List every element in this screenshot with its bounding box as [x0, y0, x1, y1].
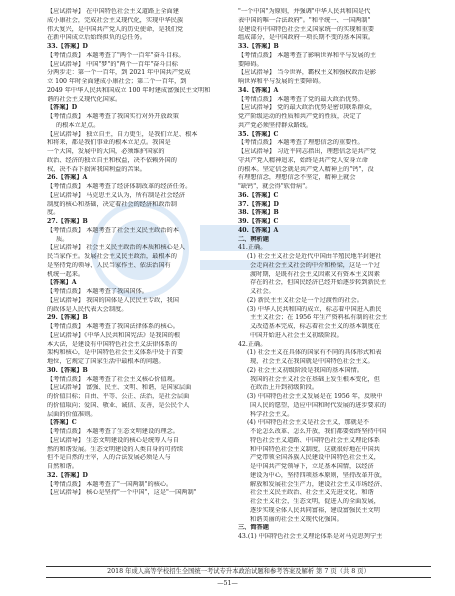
left-column [47, 8, 231, 498]
text-line: 三、简答题 [238, 524, 269, 532]
text-line: 【应试指导】 生态文明建设的核心是统筹人与自 [47, 436, 179, 444]
text-line: 38.【答案】B [238, 209, 279, 217]
text-line: 架构和核心，是中国特色社会主义体系中处于首要 [47, 349, 184, 357]
text-line: 37.【答案】D [238, 200, 279, 208]
text-line: 国人民的愿望，适应中国和时代发展的进步要求的 [250, 401, 387, 409]
text-line: 【应试指导】 核心是坚持"一个中国"，这是"一国两制" [47, 489, 197, 497]
text-line: (4) 中国特色社会主义是社会主义，那就是不 [247, 419, 370, 427]
right-column [238, 8, 428, 542]
text-line: 组成部分，是中国政府一项长期不变的基本国策。 [238, 34, 375, 42]
text-line: 33.【答案】D [47, 43, 88, 50]
text-line: 40.【答案】A [238, 226, 279, 234]
text-line: 我国的社会主义社会在基础上发生根本变化，但 [250, 375, 380, 383]
text-line: 层面的价值准则。 [47, 410, 97, 418]
text-line: 本大法，是建设有中国特色社会主义法律体系的 [47, 340, 177, 348]
text-line: 机统一起来。 [47, 270, 85, 278]
text-line: 现，社会主义在我国就是中国特色社会主义。 [250, 358, 374, 365]
text-line: 自然和谐。 [47, 463, 78, 470]
text-line: 特色社会主义道路、中国特色社会主义理论体系 [250, 436, 380, 444]
text-line: (3) 中国特色社会主义发展是在 1956 年，反映中 [247, 393, 383, 400]
text-line: 26.【答案】A [47, 174, 88, 182]
text-line: 党产阶级运动的性质和共产党的性质，决定了 [238, 113, 362, 120]
text-line: 【考情点拨】 本题考查了党的最大政治优势。 [238, 95, 364, 103]
text-line: (1) 社会主义在具体的国家有不同的具体形式和表 [247, 349, 382, 357]
text-line: 的价值取向；爱国、敬业、诚信、友善，是公民个人 [47, 401, 190, 409]
text-line: 39.【答案】C [238, 218, 279, 225]
text-line: 和中国特色社会主义制度，这就很好地在中国共 [250, 445, 380, 453]
text-line: 【考情点拨】 本题考查了经济体制改革的经济任务。 [47, 183, 192, 190]
text-line: 度。 [47, 209, 60, 217]
text-line: 【应试指导】 当今世界，霸权主义和强权政治是影 [238, 69, 377, 77]
text-line: 【考情点拨】 本题考查了"一国两制"的核心。 [47, 480, 173, 488]
text-line: 质。 [56, 235, 69, 243]
text-line: 【考情点拨】 本题考查了影响世界和平与发展的主 [238, 51, 377, 59]
text-line: "缺钙"，就会得"软骨病"。 [238, 183, 312, 190]
text-line: 【考情点拨】 本题考查了我国国体。 [47, 288, 148, 295]
text-line: 地位，它规定了国家生活中最根本的问题。 [47, 358, 165, 365]
text-line: 29.【答案】B [47, 314, 88, 322]
text-line: 产党带领全国各族人民建设中国特色社会主义， [250, 454, 380, 462]
text-line: 是建设有中国特色社会主义国家统一的实现和重要 [238, 25, 375, 33]
text-line: 权，决不吞下损害我国利益的苦果。 [47, 165, 146, 173]
text-line: 43.(1) 中国特色社会主义理论体系是对马克思列宁主 [238, 533, 383, 540]
text-line: 政治、经济的独立自主和权益，决不依赖外国的 [47, 156, 177, 164]
page-number: —51— [217, 580, 238, 587]
text-line: 【考情点拨】 本题考查了生态文明建设的理念。 [47, 428, 179, 435]
text-line: 建设为中心，坚持四项基本原则，坚持改革开放， [250, 471, 387, 479]
text-line: 二、辨析题 [238, 235, 269, 243]
text-line: 【应试指导】 社会主义民主政治的本质和核心是人 [47, 244, 186, 252]
text-line: 解放和发展社会生产力，建设社会主义市场经济、 [250, 480, 387, 488]
text-line: 41.正确。 [238, 244, 267, 252]
text-line: 然的和谐发展。生态文明建设的人类自身的可持续 [47, 445, 184, 453]
text-line: 35.【答案】C [238, 130, 279, 138]
text-line: 义改造基本完成，标志着社会主义的基本制度在 [250, 323, 380, 330]
text-line: 和将来，都是我们事业的根本立足点。我国是 [47, 139, 171, 147]
text-line: 【考情点拨】 本题考查了我国法律体系的核心。 [47, 323, 179, 330]
text-line: 的根本立足点。 [56, 121, 100, 129]
text-line: 【应试指导】 在中国特色社会主义道路上全面建 [47, 8, 179, 15]
text-line: 社会主义社会，生态文明，促进人的全面发展， [250, 498, 380, 505]
footer-exam-title: 2018 年成人高等学校招生全国统一考试专升本政治试题和参考答案及解析 第 7 页（共 8 页） [46, 566, 431, 578]
text-line: (1) 社会主义社会是近代中国由半殖民地半封建社 [247, 253, 382, 260]
text-line: 民当家作主。发展社会主义民主政治，最根本的 [47, 253, 177, 260]
text-line: 在政治上升到初级阶段。 [250, 384, 319, 392]
text-line: 响世界和平与发展的主要障碍。 [238, 78, 325, 85]
text-line: 渡时期，是既有社会主义因素又有资本主义因素 [250, 270, 380, 278]
text-line: 【答案】A [47, 279, 77, 287]
text-line: 不论怎么改革、怎么开放，我们都要始终坚持中国 [250, 428, 387, 435]
text-line: "一个中国"为原则，并强调"中华人民共和国是代 [238, 8, 371, 15]
text-line: 和谐美丽的社会主义现代化强国。 [250, 515, 343, 523]
text-line: 科学社会主义。 [250, 410, 294, 418]
text-line: 是坚持党的领导、人民当家作主、依法治国有 [47, 261, 171, 269]
text-line: 谐的社会主义现代化国家。 [47, 95, 122, 103]
text-line: 【考情点拨】 本题考查了社会主义核心价值观。 [47, 375, 179, 383]
text-line: 【考情点拨】 本题考查了"两个一百年"奋斗目标。 [47, 51, 185, 59]
text-line: 中国开始进入社会主义初级阶段。 [250, 331, 343, 339]
text-line: 42.正确。 [238, 340, 267, 348]
text-line: 【应试指导】 中国"梦"的"两个一百年"奋斗目标 [47, 60, 178, 68]
text-line: 【答案】D [47, 104, 78, 112]
text-line: 共产党必须坚持群众路线。 [238, 121, 313, 129]
text-line: 有理想信念，理想信念不坚定，精神上就会 [238, 174, 356, 182]
text-line: 的根本。坚定信念就是共产党人精神上的"钙"，没 [238, 165, 374, 173]
text-line: 一个大国，发展中的大国，必须维护国家的 [47, 148, 165, 155]
text-line: 2049 年中华人民共和国成立 100 年时建成富强民主文明和 [47, 86, 211, 94]
text-line: 30.【答案】B [47, 366, 88, 374]
text-line: 【应试指导】《中华人民共和国宪法》是我国的根 [47, 331, 181, 339]
text-line: 27.【答案】B [47, 218, 88, 225]
text-line: 【应试指导】 富强、民主、文明、和谐，是国家层面 [47, 384, 192, 392]
text-line: 【考情点拨】 本题考查了理想信念的重要性。 [238, 139, 364, 147]
text-line: 【应试指导】 党的最大政治优势是密切联系群众， [238, 104, 377, 112]
text-line: 成小康社会，完成社会主义现代化，实现中华民族 [47, 16, 184, 24]
text-line: (2) 新民主主义社会是一个过渡性的社会。 [247, 296, 363, 304]
text-line: 32.【答案】D [47, 471, 88, 479]
text-line: 守共产党人精神追求，始终是共产党人安身立命 [238, 156, 368, 164]
text-line: 存在的社会，但国民经济已经开始逐步转到新民主 [250, 279, 387, 287]
text-line: 是中国共产党领导下，立足基本国情，以经济 [250, 463, 374, 470]
text-line: 【考情点拨】 本题考查了社会主义民主政治的本 [47, 226, 179, 234]
text-line: 主主义社会；在 1956 年生产资料私有制的社会主 [250, 314, 388, 322]
text-line: 在新中国成立后始终担负的总任务。 [47, 34, 146, 42]
text-line: 33.【答案】B [238, 43, 279, 50]
text-line: 【应试指导】 我国的国体是人民民主专政，我国 [47, 296, 179, 304]
text-line: 【答案】C [47, 419, 77, 427]
text-line: 逐步实现全体人民共同富裕，建设富强民主文明 [250, 506, 380, 514]
text-line: 义社会。 [250, 288, 275, 295]
text-line: 社会主义民主政治、社会主义先进文化、和谐 [250, 489, 374, 497]
text-line: 表中国的唯一合法政府"。"和平统一、一国两制" [238, 16, 371, 24]
text-line: 的政体是人民代表大会制度。 [47, 305, 128, 313]
text-line: 会走向社会主义社会的中介和桥梁，这是一个过 [250, 261, 380, 269]
text-line: (3) 中华人民共和国的成立，标志着中国进入新民 [247, 305, 382, 313]
text-line: 的价值目标；自由、平等、公正、法治，是社会层面 [47, 393, 190, 400]
text-line: 【应试指导】 马克思主义认为，所有制是社会经济 [47, 191, 186, 199]
text-line: 34.【答案】A [238, 86, 279, 94]
text-line: 分两步走：第一个一百年，到 2021 年中国共产党成 [47, 69, 191, 77]
text-line: 伟大复兴，是中国共产党人的历史使命，是我们党 [47, 25, 184, 33]
text-line: 36.【答案】C [238, 191, 279, 199]
text-line: 【应试指导】 独立自主，自力更生，是我们立足、根本 [47, 130, 198, 138]
text-line: 立 100 年时全面建成小康社会；第二个一百年，到 [47, 78, 187, 85]
text-line: 要障碍。 [238, 60, 263, 68]
text-line: 但不是自然的主宰，人的合法发展必须是人与 [47, 454, 171, 462]
text-line: 【考情点拨】 本题考查了我国实行对外开放政策 [47, 113, 179, 120]
text-line: 【应试指导】 习近平同志指出，理想信念是共产党 [238, 148, 377, 155]
text-line: (2) 社会主义初级阶段是我国的基本国情。 [247, 366, 363, 374]
text-line: 制度的核心和基础，决定着社会的经济和政治制 [47, 200, 177, 208]
